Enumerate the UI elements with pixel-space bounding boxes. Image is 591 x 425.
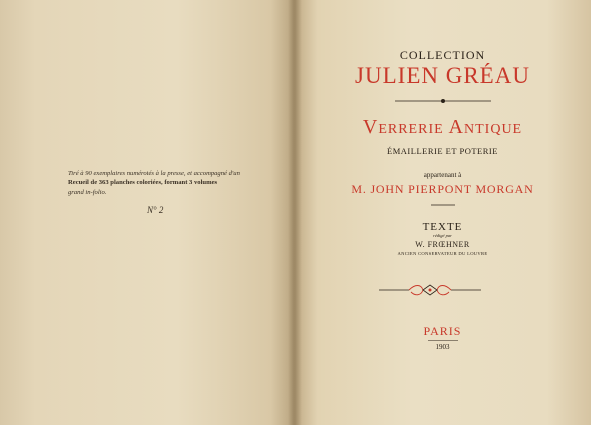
note-line-1: Tiré à 90 exemplaires numérotés à la presse, et accompagné d'un [68, 170, 240, 177]
copy-number: N° 2 [147, 205, 164, 215]
ornament-scroll-icon [377, 282, 483, 298]
collection-label: COLLECTION [399, 48, 486, 62]
note-line-2: Recueil de 363 planches coloriées, formant 3 volumes [68, 179, 218, 187]
short-rule [431, 203, 455, 207]
publication-year: 1903 [435, 343, 450, 351]
author-name: W. FRŒHNER [415, 240, 470, 249]
city-rule [428, 339, 458, 342]
redige-label: rédigé par [433, 233, 452, 238]
author-title: ANCIEN CONSERVATEUR DU LOUVRE [397, 251, 488, 256]
city-name: PARIS [423, 324, 462, 338]
ornament-divider-top [393, 97, 493, 105]
book-subtitle: ÉMAILLERIE ET POTERIE [387, 146, 498, 156]
edition-note [68, 169, 268, 197]
owner-name: JULIEN GRÉAU [355, 63, 530, 88]
book-title: Verrerie Antique [362, 116, 523, 138]
texte-label: TEXTE [422, 221, 463, 233]
appartenant-label: appartenant à [423, 171, 462, 179]
note-line-3: grand in-folio. [68, 188, 107, 196]
recipient-name: M. JOHN PIERPONT MORGAN [351, 182, 534, 196]
